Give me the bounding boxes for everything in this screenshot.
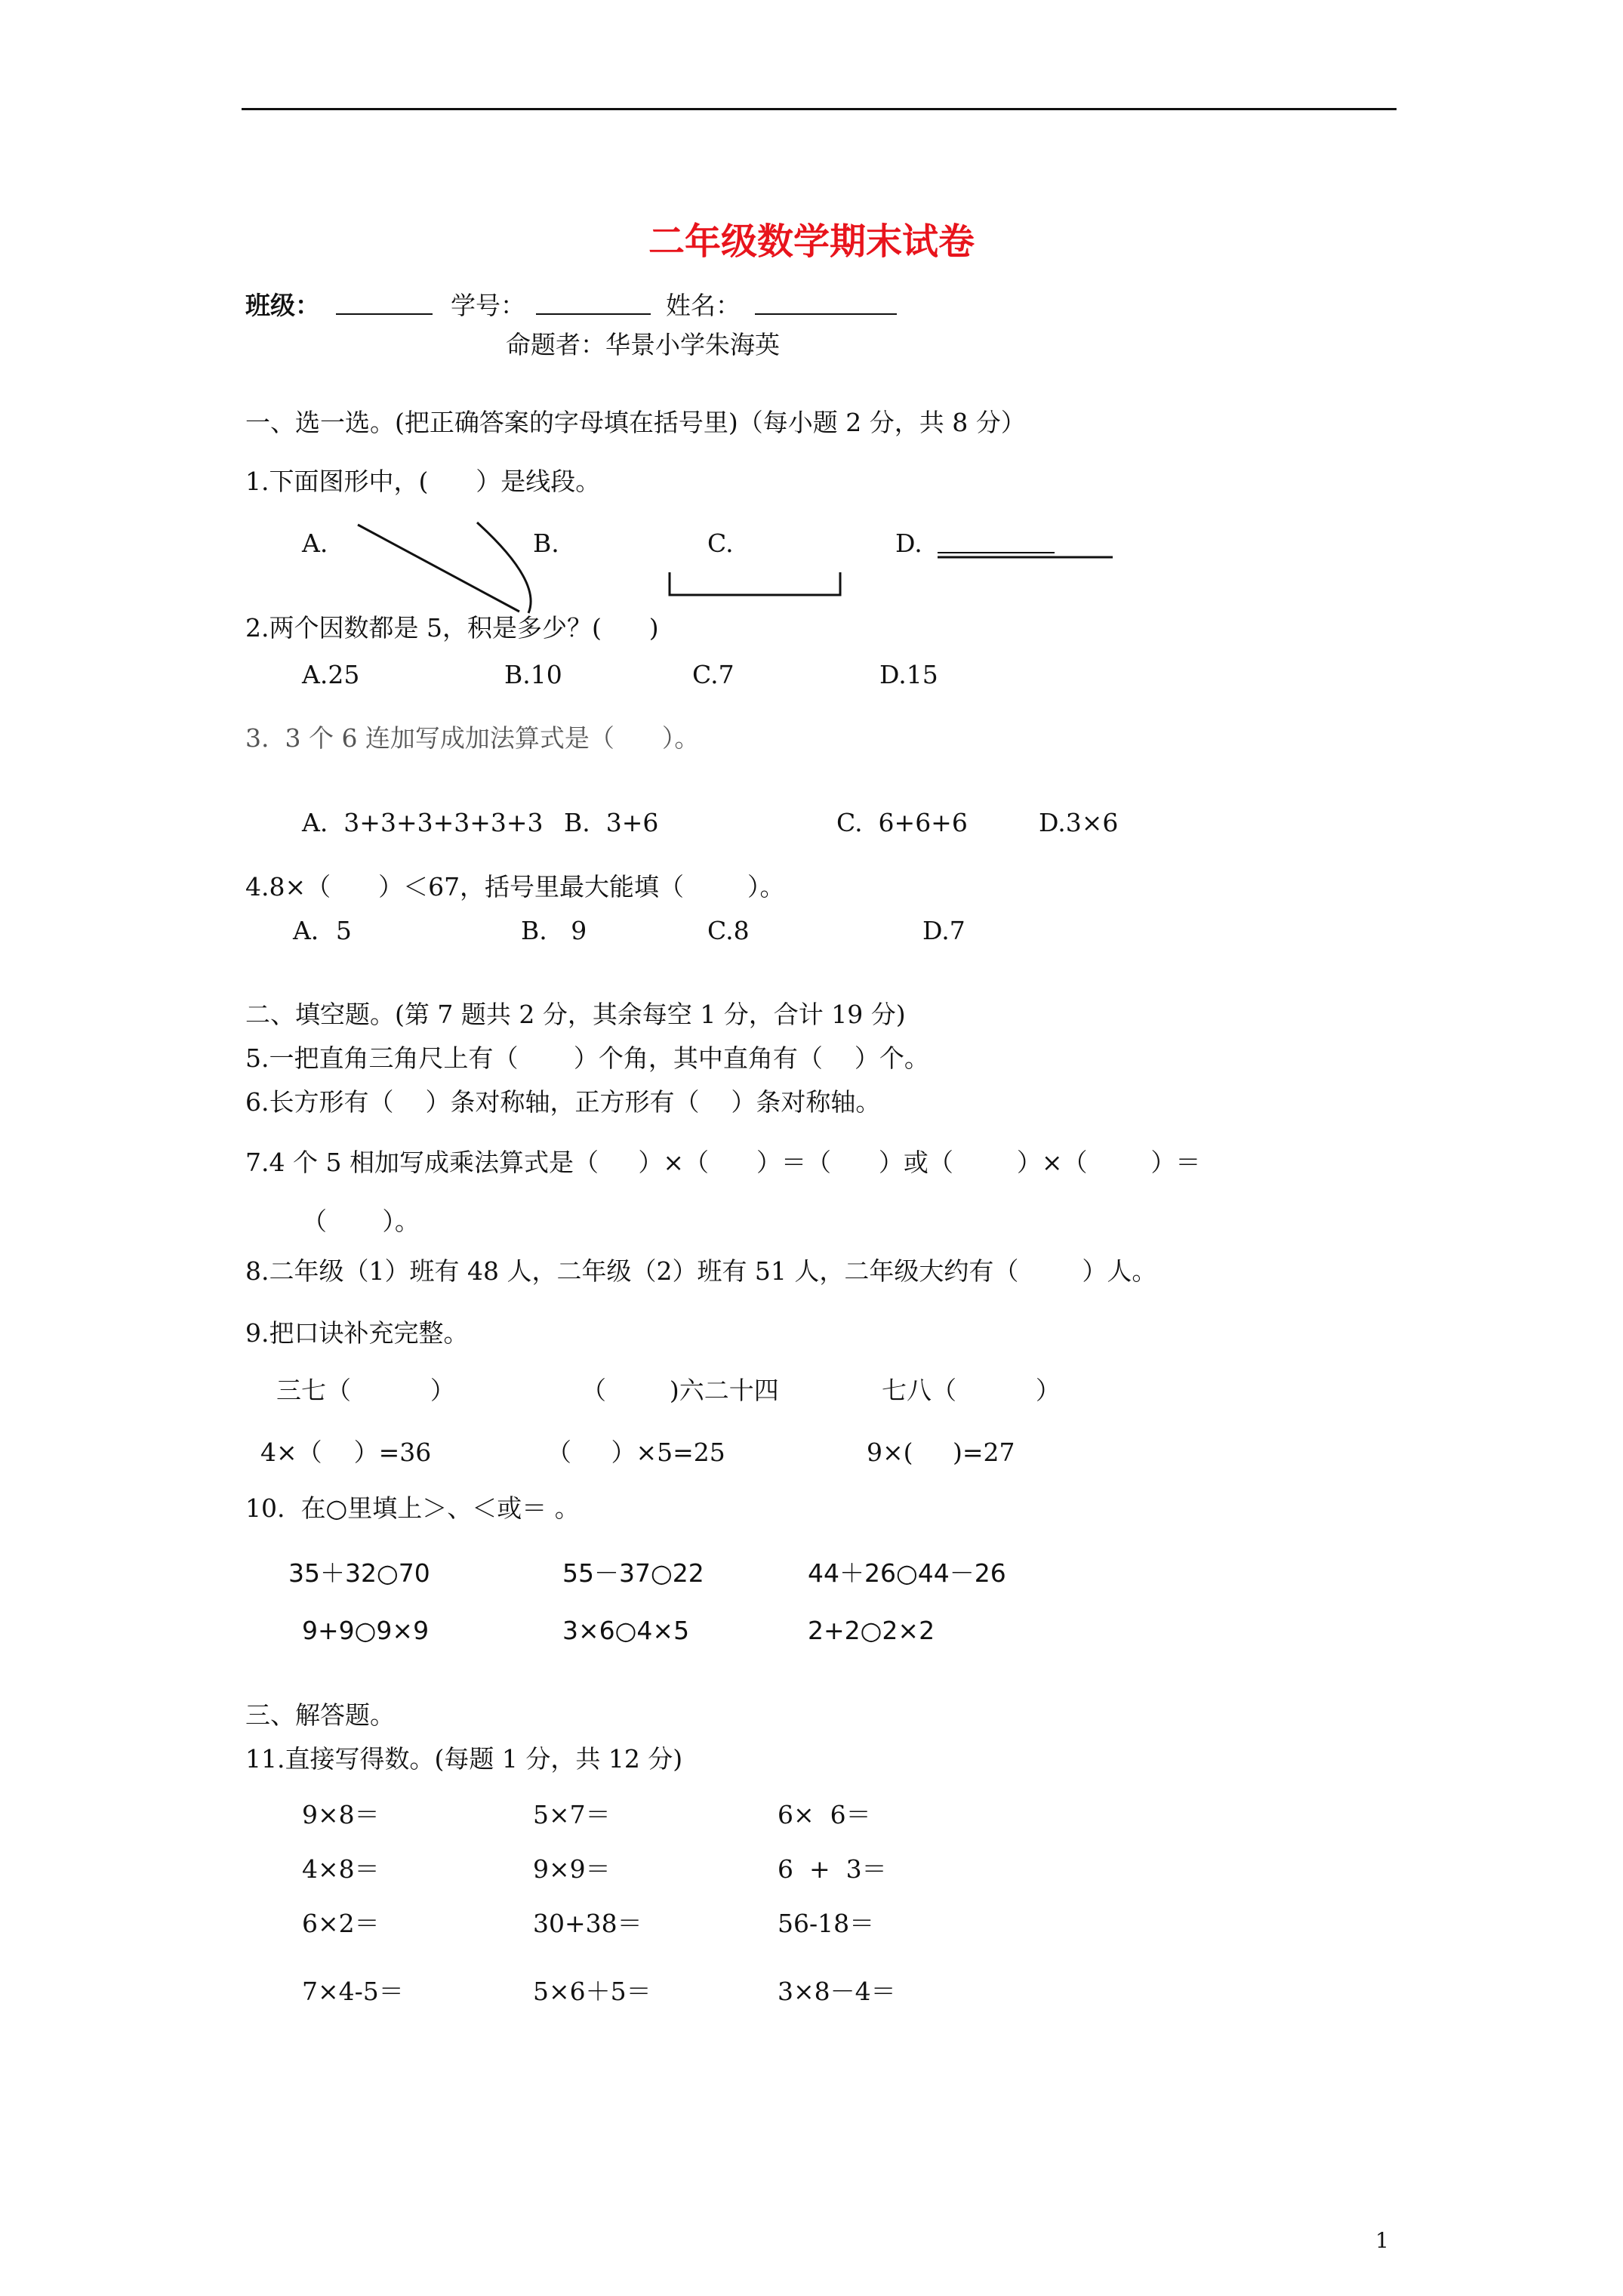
q6: 6.长方形有（ ）条对称轴，正方形有（ ）条对称轴。	[245, 1087, 881, 1117]
q1-option-a: A.	[302, 529, 328, 558]
calc-6: 6 + 3＝	[778, 1854, 887, 1884]
calc-3: 6× 6＝	[778, 1800, 871, 1829]
q9-item-6: 9×( )=27	[867, 1438, 1015, 1467]
q4-option-a: A．5	[293, 916, 352, 945]
exam-title: 二年级数学期末试卷	[648, 220, 975, 263]
q5: 5.一把直角三角尺上有（ ）个角，其中直角有（ ）个。	[245, 1043, 929, 1073]
page-number: 1	[1375, 2228, 1389, 2253]
author-line: 命题者：华景小学朱海英	[506, 330, 780, 359]
q10-item-6: 2+2○2×2	[808, 1616, 935, 1645]
q2-option-d: D.15	[879, 660, 938, 689]
q10-item-3: 44＋26○44－26	[808, 1558, 1006, 1588]
q11: 11.直接写得数。(每题 1 分，共 12 分)	[245, 1744, 683, 1774]
q4-stem: 4.8×（ ）＜67，括号里最大能填（ ）。	[245, 872, 785, 901]
q10-item-4: 9+9○9×9	[302, 1616, 430, 1645]
calc-4: 4×8＝	[302, 1854, 380, 1884]
q8: 8.二年级（1）班有 48 人，二年级（2）班有 51 人，二年级大约有（ ）人。	[245, 1256, 1157, 1286]
q3-option-c: C. 6+6+6	[836, 808, 968, 837]
q9-item-4: 4×（ ）=36	[260, 1438, 432, 1467]
q7-line2: （ ）。	[302, 1207, 420, 1236]
section1-heading: 一、选一选。(把正确答案的字母填在括号里)（每小题 2 分，共 8 分）	[245, 408, 1026, 437]
q4-option-c: C.8	[707, 916, 750, 945]
q2-option-b: B.10	[504, 660, 562, 689]
calc-10: 7×4-5＝	[302, 1977, 404, 2006]
q10-item-1: 35＋32○70	[288, 1558, 430, 1588]
q1-option-d: D.	[895, 529, 922, 558]
q1-option-c: C.	[707, 529, 734, 558]
q2-option-c: C.7	[692, 660, 735, 689]
q9-item-3: 七八（ ）	[882, 1376, 1061, 1405]
q10-item-5: 3×6○4×5	[562, 1616, 690, 1645]
calc-1: 9×8＝	[302, 1800, 380, 1829]
q4-option-b: B. 9	[521, 916, 587, 945]
q2-stem: 2.两个因数都是 5，积是多少？( )	[245, 613, 659, 643]
calc-12: 3×8－4＝	[778, 1977, 896, 2006]
q9: 9.把口诀补充完整。	[245, 1318, 469, 1348]
name-label: 姓名：	[666, 291, 741, 320]
q3-stem: 3. 3 个 6 连加写成加法算式是（ ）。	[245, 723, 700, 753]
figure-c-segment	[670, 572, 840, 595]
figure-b-curve	[477, 522, 531, 613]
q2-option-a: A.25	[302, 660, 360, 689]
class-label: 班级：	[245, 291, 320, 320]
q1-stem: 1.下面图形中，( ）是线段。	[245, 467, 601, 496]
calc-2: 5×7＝	[533, 1800, 611, 1829]
q3-option-b: B. 3+6	[564, 808, 659, 837]
calc-8: 30+38＝	[533, 1909, 642, 1938]
q9-item-5: （ ）×5=25	[547, 1438, 725, 1467]
q3-option-d: D.3×6	[1039, 808, 1119, 837]
q10: 10. 在○里填上＞、＜或＝ 。	[245, 1493, 580, 1523]
calc-9: 56-18＝	[778, 1909, 875, 1938]
q1-option-b: B.	[533, 529, 559, 558]
calc-11: 5×6＋5＝	[533, 1977, 651, 2006]
q10-item-2: 55－37○22	[562, 1558, 704, 1588]
section2-heading: 二、填空题。(第 7 题共 2 分，其余每空 1 分，合计 19 分)	[245, 1000, 906, 1029]
q9-item-2: （ )六二十四	[581, 1376, 779, 1405]
q9-item-1: 三七（ ）	[276, 1376, 455, 1405]
section3-heading: 三、解答题。	[245, 1700, 395, 1730]
calc-5: 9×9＝	[533, 1854, 611, 1884]
calc-7: 6×2＝	[302, 1909, 380, 1938]
number-label: 学号：	[451, 291, 525, 320]
q7-line1: 7.4 个 5 相加写成乘法算式是（ ）×（ ）＝（ ）或（ ）×（ ）＝	[245, 1148, 1201, 1177]
figure-a-line	[358, 525, 519, 612]
q4-option-d: D.7	[922, 916, 965, 945]
q3-option-a: A. 3+3+3+3+3+3	[302, 808, 544, 837]
